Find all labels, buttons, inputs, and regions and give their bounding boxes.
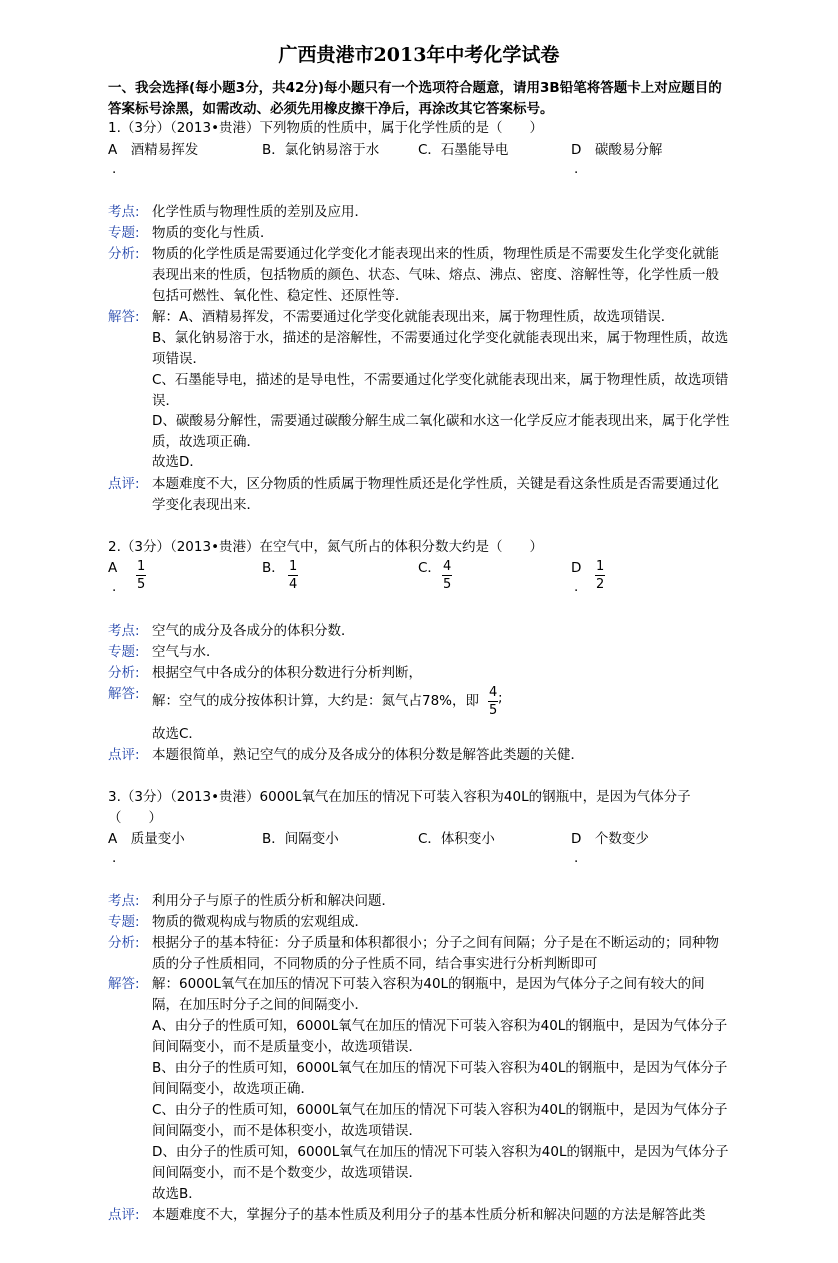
q1-option-c: C．石墨能导电 bbox=[418, 142, 509, 158]
q2-zhuanti-text: 空气与水． bbox=[152, 644, 220, 660]
q2-option-a-fraction: $\frac{1}{5}$ bbox=[137, 559, 146, 592]
q3-jieda-line-3: B、由分子的性质可知，6000L氧气在加压的情况下可装入容积为40L的钢瓶中，是因为气体分子间间隔变小，故选项正确． bbox=[152, 1060, 728, 1097]
q1-kaodian-label: 考点: bbox=[108, 204, 140, 220]
q3-jieda-line-4: C、由分子的性质可知，6000L氧气在加压的情况下可装入容积为40L的钢瓶中，是因为气体分子间间隔变小，而不是体积变小，故选项错误． bbox=[152, 1102, 728, 1139]
q1-jieda-line-2: B、氯化钠易溶于水，描述的是溶解性，不需要通过化学变化就能表现出来，属于物理性质，故选项错误． bbox=[152, 330, 729, 367]
q2-jieda-fraction: $\frac{4}{5}$ bbox=[489, 685, 498, 718]
q2-option-a-dot: . bbox=[112, 579, 117, 595]
q2-option-b: B． bbox=[262, 560, 285, 576]
q3-fenxi-label: 分析: bbox=[108, 935, 140, 951]
q2-option-d-dot: . bbox=[574, 579, 579, 595]
q2-jieda-choice: 故选C． bbox=[152, 726, 202, 742]
q1-zhuanti-text: 物质的变化与性质． bbox=[152, 225, 274, 241]
q2-option-d: D bbox=[571, 560, 582, 576]
q3-jieda-line-1: 解：6000L氧气在加压的情况下可装入容积为40L的钢瓶中，是因为气体分子之间有较大的间隔，在加压时分子之间的间隔变小． bbox=[152, 976, 705, 1013]
q3-option-d: D 个数变少 bbox=[571, 831, 649, 847]
q2-dianping-label: 点评: bbox=[108, 747, 140, 763]
q3-option-d-dot: . bbox=[574, 850, 579, 866]
q3-option-a: A 质量变小 bbox=[108, 831, 185, 847]
q3-kaodian-label: 考点: bbox=[108, 893, 140, 909]
q1-option-a: A 酒精易挥发 bbox=[108, 142, 199, 158]
q1-jieda-line-5: 故选D． bbox=[152, 454, 203, 470]
q1-option-d: D 碳酸易分解 bbox=[571, 142, 663, 158]
q2-kaodian-label: 考点: bbox=[108, 623, 140, 639]
question-1-stem: 1.（3分）（2013•贵港）下列物质的性质中，属于化学性质的是（ ） bbox=[108, 120, 544, 136]
q2-jieda-semicolon: ; bbox=[498, 690, 503, 706]
q1-option-d-dot: . bbox=[574, 161, 579, 177]
section-instructions: 一、我会选择(每小题3分，共42分)每小题只有一个选项符合题意，请用3B铅笔将答题卡上对应题目的答案标号涂黑，如需改动、必须先用橡皮擦干净后，再涂改其它答案标号。 bbox=[108, 80, 722, 117]
q1-jieda-label: 解答: bbox=[108, 309, 140, 325]
q1-option-a-dot: . bbox=[112, 161, 117, 177]
q3-dianping-label: 点评: bbox=[108, 1207, 140, 1223]
q1-jieda-line-1: 解：A、酒精易挥发，不需要通过化学变化就能表现出来，属于物理性质，故选项错误． bbox=[152, 309, 675, 325]
q2-option-b-fraction: $\frac{1}{4}$ bbox=[289, 559, 298, 592]
q3-dianping-text: 本题难度不大，掌握分子的基本性质及利用分子的基本性质分析和解决问题的方法是解答此类 bbox=[152, 1207, 706, 1223]
page-title: 广西贵港市2013年中考化学试卷 bbox=[278, 44, 560, 66]
q3-fenxi-text: 根据分子的基本特征：分子质量和体积都很小；分子之间有间隔；分子是在不断运动的；同种物质的分子性质相同，不同物质的分子性质不同，结合事实进行分析判断即可 bbox=[152, 935, 719, 972]
q2-option-a: A bbox=[108, 560, 118, 576]
q1-fenxi-label: 分析: bbox=[108, 246, 140, 262]
q1-fenxi-text: 物质的化学性质是需要通过化学变化才能表现出来的性质，物理性质是不需要发生化学变化就能表现出来的性质，包括物质的颜色、状态、气味、熔点、沸点、密度、溶解性等，化学性质一般包括可燃性、氧化性、稳定性、还原性等． bbox=[152, 246, 719, 304]
q1-dianping-label: 点评: bbox=[108, 476, 140, 492]
q3-option-a-dot: . bbox=[112, 850, 117, 866]
q3-zhuanti-label: 专题: bbox=[108, 914, 140, 930]
question-2-stem: 2.（3分）（2013•贵港）在空气中，氮气所占的体积分数大约是（ ） bbox=[108, 539, 544, 555]
q3-jieda-line-5: D、由分子的性质可知，6000L氧气在加压的情况下可装入容积为40L的钢瓶中，是因为气体分子间间隔变小，而不是个数变少，故选项错误． bbox=[152, 1144, 729, 1181]
q1-option-b: B．氯化钠易溶于水 bbox=[262, 142, 380, 158]
q2-fenxi-label: 分析: bbox=[108, 665, 140, 681]
q1-zhuanti-label: 专题: bbox=[108, 225, 140, 241]
q3-jieda-label: 解答: bbox=[108, 976, 140, 992]
q2-jieda-text: 解：空气的成分按体积计算，大约是：氮气占78%，即 bbox=[152, 693, 480, 709]
q2-kaodian-text: 空气的成分及各成分的体积分数． bbox=[152, 623, 355, 639]
q3-jieda-line-6: 故选B． bbox=[152, 1186, 202, 1202]
q3-zhuanti-text: 物质的微观构成与物质的宏观组成． bbox=[152, 914, 368, 930]
q1-jieda-line-3: C、石墨能导电，描述的是导电性，不需要通过化学变化就能表现出来，属于物理性质，故选项错误． bbox=[152, 372, 729, 409]
q2-option-c: C． bbox=[418, 560, 441, 576]
q3-option-c: C．体积变小 bbox=[418, 831, 495, 847]
q2-fenxi-text: 根据空气中各成分的体积分数进行分析判断， bbox=[152, 665, 422, 681]
q3-kaodian-text: 利用分子与原子的性质分析和解决问题． bbox=[152, 893, 395, 909]
q1-kaodian-text: 化学性质与物理性质的差别及应用． bbox=[152, 204, 368, 220]
q3-jieda-line-2: A、由分子的性质可知，6000L氧气在加压的情况下可装入容积为40L的钢瓶中，是因为气体分子间间隔变小，而不是质量变小，故选项错误． bbox=[152, 1018, 728, 1055]
q2-option-d-fraction: $\frac{1}{2}$ bbox=[596, 559, 605, 592]
question-3-stem: 3.（3分）（2013•贵港）6000L氧气在加压的情况下可装入容积为40L的钢瓶中，是因为气体分子（ ） bbox=[108, 789, 691, 826]
q3-option-b: B．间隔变小 bbox=[262, 831, 339, 847]
q2-jieda-label: 解答: bbox=[108, 686, 140, 702]
q2-zhuanti-label: 专题: bbox=[108, 644, 140, 660]
q2-option-c-fraction: $\frac{4}{5}$ bbox=[443, 559, 452, 592]
q1-dianping-text: 本题难度不大，区分物质的性质属于物理性质还是化学性质，关键是看这条性质是否需要通过化学变化表现出来． bbox=[152, 476, 719, 513]
q2-dianping-text: 本题很简单，熟记空气的成分及各成分的体积分数是解答此类题的关健． bbox=[152, 747, 584, 763]
q1-jieda-line-4: D、碳酸易分解性，需要通过碳酸分解生成二氧化碳和水这一化学反应才能表现出来，属于化学性质，故选项正确． bbox=[152, 413, 730, 450]
